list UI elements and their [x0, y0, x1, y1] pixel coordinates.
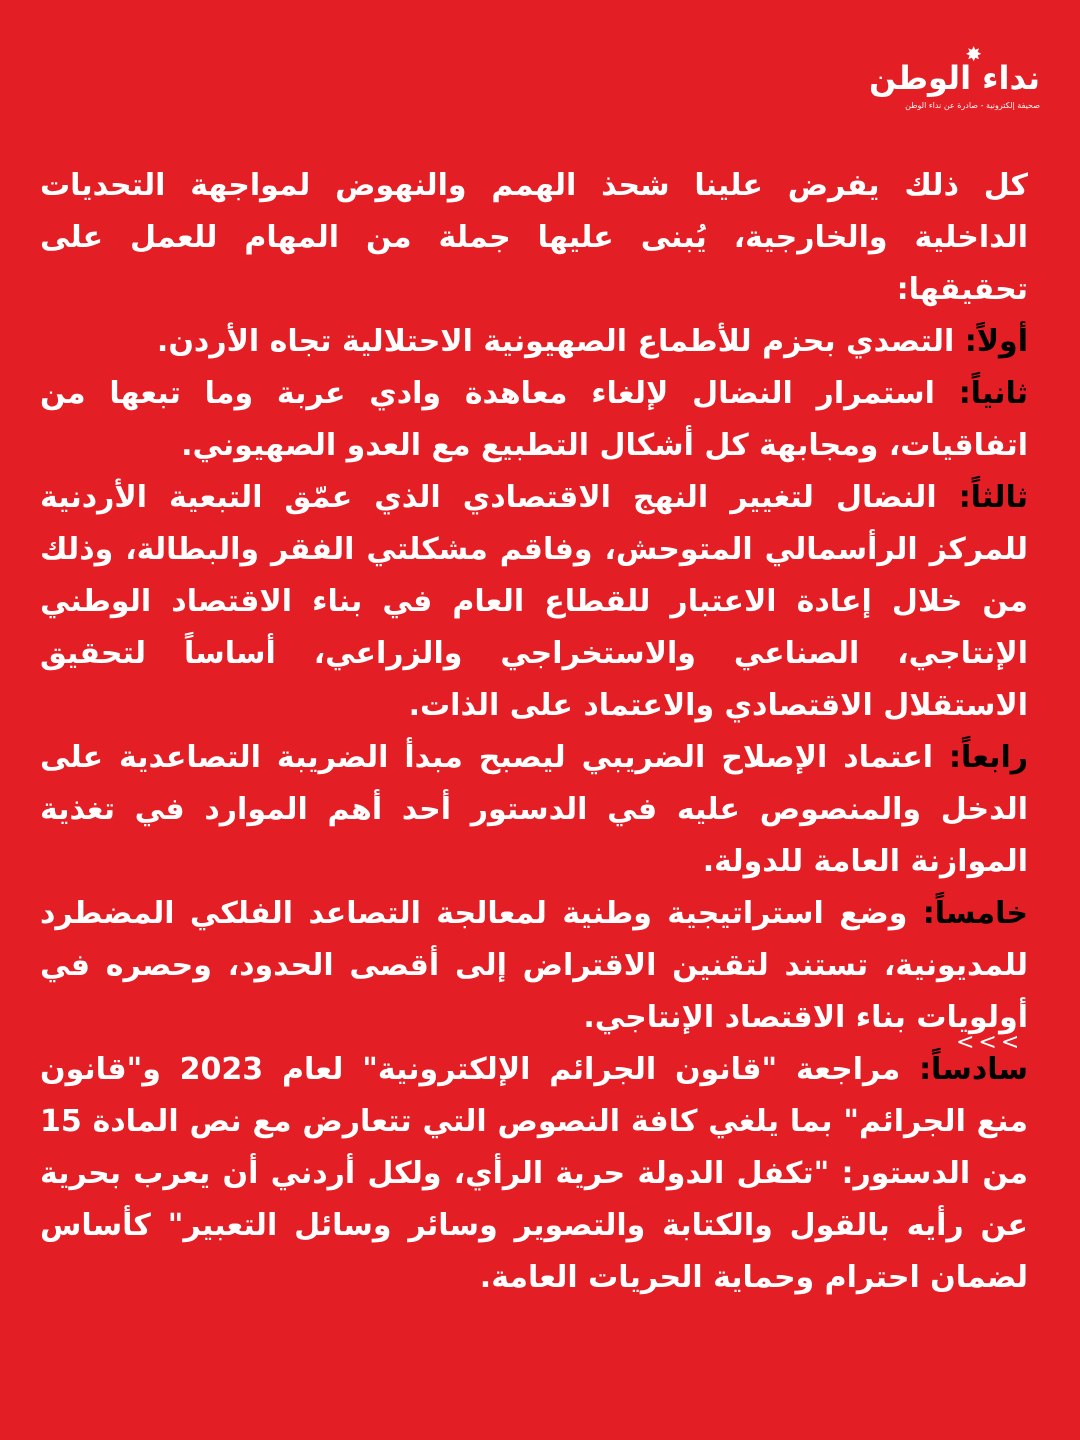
- intro-paragraph: كل ذلك يفرض علينا شحذ الهمم والنهوض لمواجهة التحديات الداخلية والخارجية، يُبنى عليها جملة من المهام للعمل على تحقيقها:: [40, 168, 1028, 307]
- star-icon: ✸: [965, 42, 982, 66]
- item-label: ثالثاً:: [958, 480, 1028, 515]
- item-text: وضع استراتيجية وطنية لمعالجة التصاعد الفلكي المضطرد للمديونية، تستند لتقنين الاقتراض إلى أقصى الحدود، وحصره في أولويات بناء الاقتصاد الإنتاجي.: [40, 896, 1028, 1035]
- next-page-indicator: <<<: [956, 1030, 1024, 1055]
- item-text: مراجعة "قانون الجرائم الإلكترونية" لعام 2023 و"قانون منع الجرائم" بما يلغي كافة النصوص التي تتعارض مع نص المادة 15 من الدستور: "تكفل الدولة حرية الرأي، ولكل أردني أن يعرب بحرية عن رأيه بالقول والكتابة والتصوير وسائر وسائل التعبير" كأساس لضمان احترام وحماية الحريات العامة.: [40, 1052, 1028, 1295]
- list-item: [40, 732, 1028, 888]
- article-body: [40, 160, 1028, 1304]
- item-label: خامساً:: [922, 896, 1028, 931]
- item-text: النضال لتغيير النهج الاقتصادي الذي عمّق التبعية الأردنية للمركز الرأسمالي المتوحش، وفاقم مشكلتي الفقر والبطالة، وذلك من خلال إعادة الاعتبار للقطاع العام في بناء الاقتصاد الوطني الإنتاجي، الصناعي والاستخراجي والزراعي، أساساً لتحقيق الاستقلال الاقتصادي والاعتماد على الذات.: [40, 480, 1028, 723]
- item-text: اعتماد الإصلاح الضريبي ليصبح مبدأ الضريبة التصاعدية على الدخل والمنصوص عليه في الدستور أحد أهم الموارد في تغذية الموازنة العامة للدولة.: [40, 740, 1028, 879]
- item-text: التصدي بحزم للأطماع الصهيونية الاحتلالية تجاه الأردن.: [156, 324, 955, 359]
- brand-logo: [869, 42, 1040, 114]
- item-label: رابعاً:: [948, 740, 1028, 775]
- logo-tagline: صحيفة إلكترونية - صادرة عن نداء الوطن: [905, 101, 1040, 110]
- logo-name: نداء الوطن: [869, 59, 1040, 97]
- item-label: سادساً:: [919, 1052, 1028, 1087]
- item-label: أولاً:: [964, 324, 1028, 359]
- list-item: [40, 472, 1028, 732]
- list-item: [40, 316, 1028, 368]
- list-item: [40, 368, 1028, 472]
- item-text: استمرار النضال لإلغاء معاهدة وادي عربة وما تبعها من اتفاقيات، ومجابهة كل أشكال التطبيع مع العدو الصهيوني.: [40, 376, 1028, 463]
- list-item: [40, 888, 1028, 1044]
- item-label: ثانياً:: [958, 376, 1028, 411]
- list-item: [40, 1044, 1028, 1304]
